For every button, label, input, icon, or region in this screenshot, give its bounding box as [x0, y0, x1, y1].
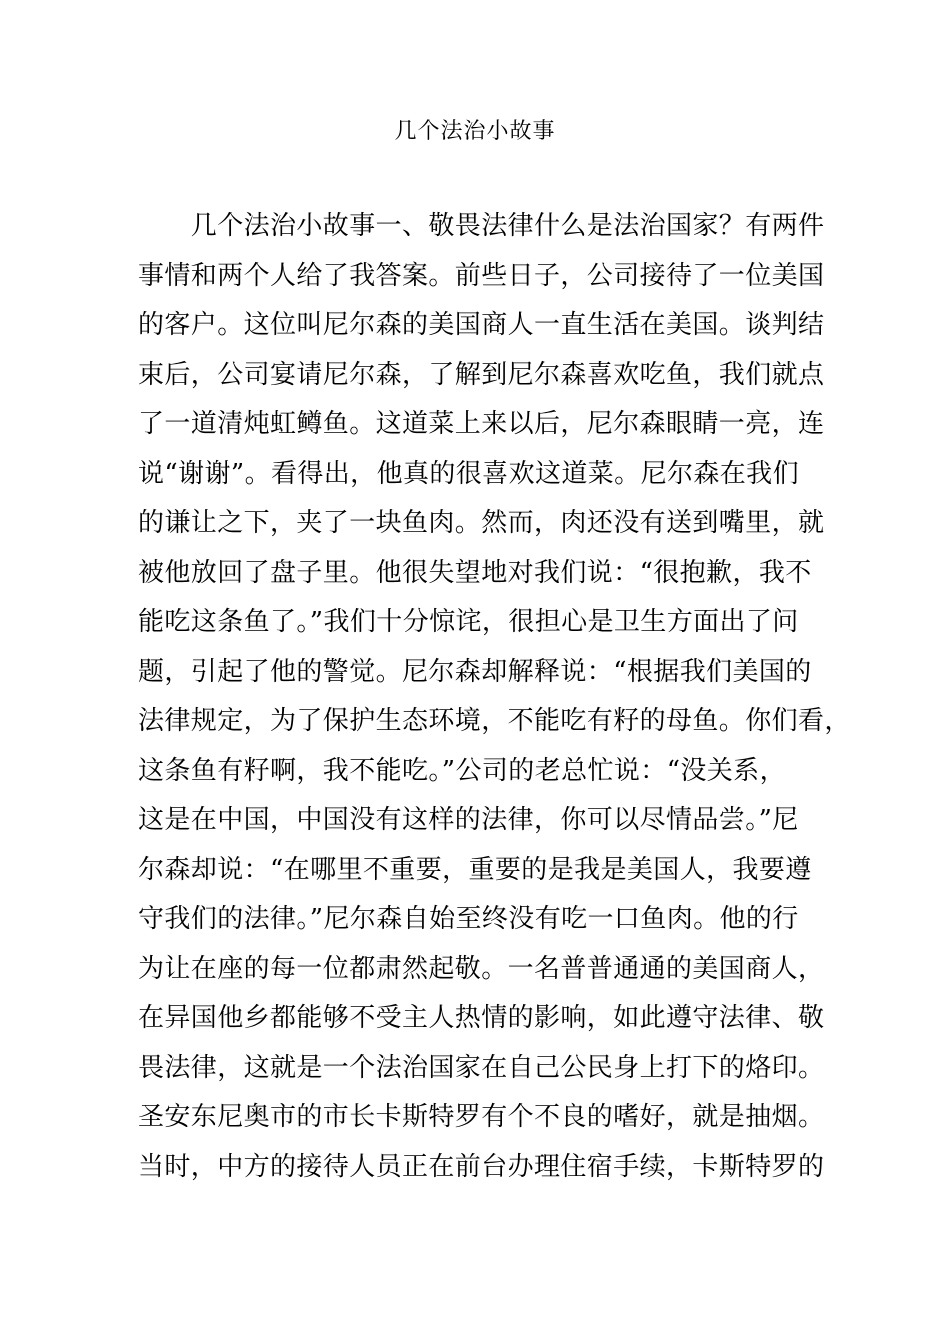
text-line: 了一道清炖虹鳟鱼。这道菜上来以后，尼尔森眼睛一亮，连	[138, 409, 825, 439]
text-line: 的客户。这位叫尼尔森的美国商人一直生活在美国。谈判结	[138, 310, 825, 340]
text-line: 当时，中方的接待人员正在前台办理住宿手续，卡斯特罗的	[138, 1151, 825, 1182]
text-line: 在异国他乡都能够不受主人热情的影响，如此遵守法律、敬	[138, 1003, 825, 1033]
text-line: 的谦让之下，夹了一块鱼肉。然而，肉还没有送到嘴里，就	[138, 508, 825, 538]
document-title: 几个法治小故事	[394, 119, 556, 144]
text-line: 说“谢谢”。看得出，他真的很喜欢这道菜。尼尔森在我们	[138, 458, 799, 489]
text-line: 畏法律，这就是一个法治国家在自己公民身上打下的烙印。	[138, 1052, 825, 1083]
text-line: 能吃这条鱼了。”我们十分惊诧，很担心是卫生方面出了问	[138, 607, 799, 637]
text-line: 被他放回了盘子里。他很失望地对我们说：“很抱歉，我不	[138, 557, 812, 588]
text-line: 束后，公司宴请尼尔森，了解到尼尔森喜欢吃鱼，我们就点	[138, 359, 825, 390]
text-line: 圣安东尼奥市的市长卡斯特罗有个不良的嗜好，就是抽烟。	[138, 1102, 825, 1132]
text-line: 尔森却说：“在哪里不重要，重要的是我是美国人，我要遵	[138, 854, 812, 885]
text-line: 事情和两个人给了我答案。前些日子，公司接待了一位美国	[138, 260, 825, 291]
text-line: 这是在中国，中国没有这样的法律，你可以尽情品尝。”尼	[138, 805, 799, 835]
document-body	[138, 202, 851, 1192]
text-line: 为让在座的每一位都肃然起敬。一名普普通通的美国商人，	[138, 953, 825, 984]
text-line: 守我们的法律。”尼尔森自始至终没有吃一口鱼肉。他的行	[138, 904, 799, 934]
text-line: 几个法治小故事一、敬畏法律什么是法治国家？有两件	[138, 211, 825, 241]
text-line: 题，引起了他的警觉。尼尔森却解释说：“根据我们美国的	[138, 656, 812, 687]
text-line: 法律规定，为了保护生态环境，不能吃有籽的母鱼。你们看，	[138, 706, 851, 736]
text-line: 这条鱼有籽啊，我不能吃。”公司的老总忙说：“没关系，	[138, 755, 786, 786]
